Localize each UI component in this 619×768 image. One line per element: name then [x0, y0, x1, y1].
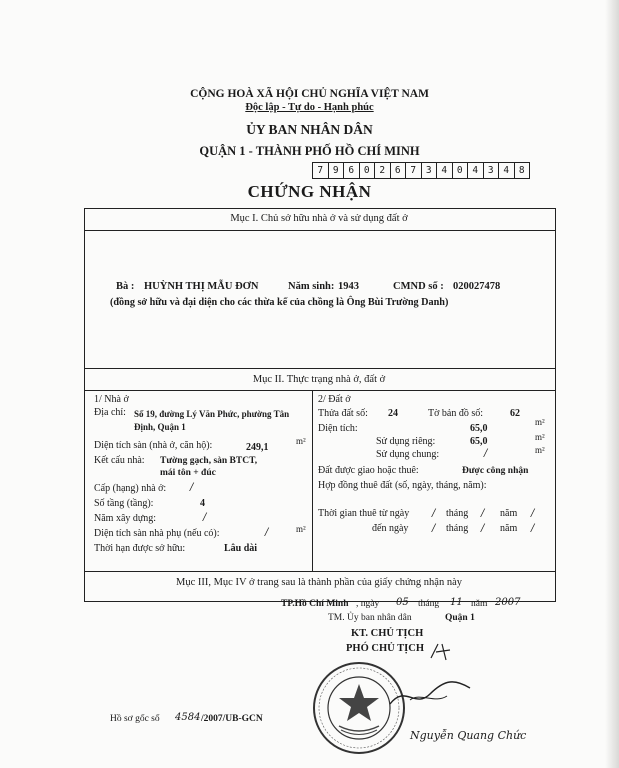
serial-digit: 4 — [436, 162, 452, 179]
birth-year-label: Năm sinh: — [288, 281, 335, 292]
issue-year: 2007 — [495, 597, 521, 608]
serial-digit: 3 — [483, 162, 499, 179]
nation-heading: CỘNG HOÀ XÃ HỘI CHỦ NGHĨA VIỆT NAM — [190, 88, 429, 100]
parcel-value: 24 — [388, 408, 398, 419]
house-heading: 1/ Nhà ở — [94, 394, 129, 405]
lease-to-day: / — [432, 523, 436, 534]
structure-line2: mái tôn + đúc — [160, 468, 216, 478]
day-label: , ngày — [356, 599, 380, 609]
floor-area-label: Diện tích sàn (nhà ở, căn hộ): — [94, 440, 213, 451]
allocation-value: Được công nhận — [462, 466, 529, 476]
divider — [84, 571, 555, 572]
page-edge-shadow — [605, 0, 619, 768]
lease-from-day: / — [432, 508, 436, 519]
ownership-term-value: Lâu dài — [224, 543, 258, 554]
id-number: 020027478 — [453, 281, 501, 292]
map-sheet-value: 62 — [510, 408, 520, 419]
floor-area-unit: m² — [296, 436, 306, 446]
issue-place: TP.Hồ Chí Minh — [281, 599, 349, 609]
signer-name: Nguyễn Quang Chức — [410, 729, 527, 742]
floors-label: Số tầng (tầng): — [94, 498, 154, 509]
month-label: tháng — [418, 599, 440, 609]
on-behalf-label: TM. Ủy ban nhân dân — [328, 613, 412, 623]
lease-to-year: / — [531, 523, 535, 534]
aux-area-label: Diện tích sàn nhà phụ (nếu có): — [94, 528, 220, 539]
lease-contract-label: Hợp đồng thuê đất (số, ngày, tháng, năm): — [318, 480, 487, 491]
file-number: 4584 — [175, 712, 201, 723]
serial-digit: 0 — [359, 162, 375, 179]
lease-to-label: đến ngày — [372, 523, 409, 534]
initials-mark-icon — [428, 640, 454, 662]
for-chair-label: KT. CHỦ TỊCH — [351, 628, 424, 639]
on-behalf-district: Quận 1 — [445, 613, 475, 623]
serial-digit: 6 — [343, 162, 359, 179]
ownership-term-label: Thời hạn được sở hữu: — [94, 543, 186, 554]
allocation-label: Đất được giao hoặc thuê: — [318, 465, 419, 476]
divider — [84, 390, 555, 391]
signature-mark-icon — [385, 674, 475, 714]
shared-use-value: / — [484, 448, 488, 459]
shared-use-label: Sử dụng chung: — [376, 449, 440, 460]
land-area-value: 65,0 — [470, 423, 488, 434]
section1-heading: Mục I. Chủ sở hữu nhà ở và sử dụng đất ở — [230, 213, 408, 224]
private-use-label: Sử dụng riêng: — [376, 436, 436, 447]
serial-digit: 3 — [421, 162, 437, 179]
serial-digit: 0 — [452, 162, 468, 179]
lease-from-year-label: năm — [500, 508, 518, 519]
motto: Độc lập - Tự do - Hạnh phúc — [245, 102, 374, 113]
file-suffix: /2007/UB-GCN — [201, 714, 263, 724]
file-label: Hồ sơ gốc số — [110, 714, 160, 724]
divider — [84, 368, 555, 369]
serial-digit: 9 — [328, 162, 344, 179]
structure-label: Kết cấu nhà: — [94, 455, 145, 466]
section2-heading: Mục II. Thực trạng nhà ở, đất ở — [252, 374, 386, 385]
map-sheet-label: Tờ bản đồ số: — [428, 408, 484, 419]
serial-digit: 2 — [374, 162, 390, 179]
section3-heading: Mục III, Mục IV ở trang sau là thành phần của giấy chứng nhận này — [175, 577, 462, 588]
serial-number-boxes — [312, 162, 530, 179]
certificate-title: CHỨNG NHẬN — [247, 182, 372, 201]
land-area-label: Diện tích: — [318, 423, 358, 434]
serial-digit: 4 — [498, 162, 514, 179]
serial-digit: 4 — [467, 162, 483, 179]
year-built-value: / — [203, 512, 207, 523]
owner-name: HUỲNH THỊ MẪU ĐƠN — [144, 281, 259, 292]
birth-year: 1943 — [338, 281, 359, 292]
issue-month: 11 — [450, 597, 463, 608]
address-line1: Số 19, đường Lý Văn Phức, phường Tân — [134, 409, 290, 419]
vice-chair-label: PHÓ CHỦ TỊCH — [346, 643, 424, 654]
serial-digit: 6 — [390, 162, 406, 179]
floors-value: 4 — [200, 498, 205, 509]
lease-from-month: / — [481, 508, 485, 519]
serial-digit: 7 — [312, 162, 328, 179]
district-heading: QUẬN 1 - THÀNH PHỐ HỒ CHÍ MINH — [199, 144, 420, 158]
serial-digit: 7 — [405, 162, 421, 179]
shared-use-unit: m² — [535, 445, 545, 455]
private-use-unit: m² — [535, 432, 545, 442]
owner-prefix: Bà : — [116, 281, 135, 292]
committee-heading: ỦY BAN NHÂN DÂN — [246, 122, 373, 137]
lease-from-label: Thời gian thuê từ ngày — [318, 508, 410, 519]
lease-from-month-label: tháng — [446, 508, 469, 519]
lease-to-month: / — [481, 523, 485, 534]
ownership-note: (đồng sở hữu và đại diện cho các thừa kế của chồng là Ông Bùi Trường Danh) — [110, 297, 449, 308]
year-built-label: Năm xây dựng: — [94, 513, 157, 524]
private-use-value: 65,0 — [470, 436, 488, 447]
land-area-unit: m² — [535, 417, 545, 427]
issue-day: 05 — [396, 597, 409, 608]
divider — [84, 230, 555, 231]
grade-value: / — [190, 482, 194, 493]
parcel-label: Thửa đất số: — [318, 408, 368, 419]
id-label: CMND số : — [393, 281, 444, 292]
aux-area-value: / — [265, 527, 269, 538]
serial-digit: 8 — [514, 162, 531, 179]
grade-label: Cấp (hạng) nhà ở: — [94, 483, 167, 494]
address-line2: Định, Quận 1 — [134, 422, 186, 432]
year-label: năm — [471, 599, 488, 609]
column-divider — [312, 390, 313, 571]
aux-area-unit: m² — [296, 524, 306, 534]
lease-from-year: / — [531, 508, 535, 519]
land-heading: 2/ Đất ở — [318, 394, 351, 405]
lease-to-year-label: năm — [500, 523, 518, 534]
floor-area-value: 249,1 — [246, 442, 269, 453]
address-label: Địa chỉ: — [94, 407, 126, 418]
structure-line1: Tường gạch, sàn BTCT, — [160, 456, 258, 466]
lease-to-month-label: tháng — [446, 523, 469, 534]
